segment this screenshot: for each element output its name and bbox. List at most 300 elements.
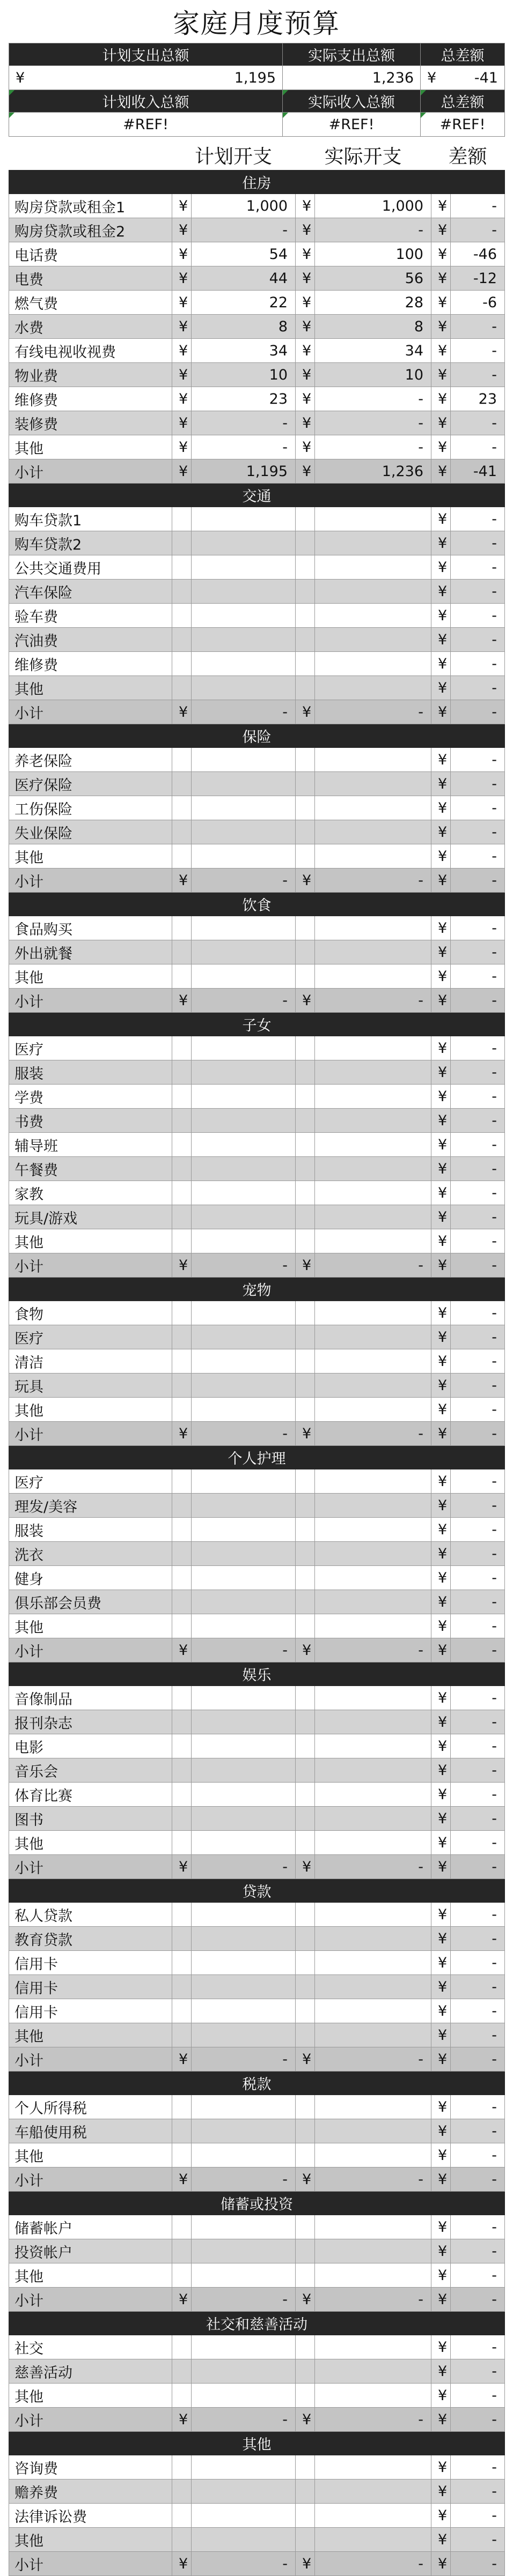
item-label[interactable]: 购房贷款或租金2 — [9, 218, 172, 242]
planned-currency[interactable] — [172, 1758, 192, 1783]
diff-value[interactable]: -6 — [451, 291, 505, 315]
item-label[interactable]: 外出就餐 — [9, 940, 172, 964]
diff-value[interactable]: - — [451, 1325, 505, 1349]
item-label[interactable]: 医疗 — [9, 1036, 172, 1060]
planned-value[interactable] — [192, 1085, 296, 1109]
diff-currency[interactable]: ¥ — [431, 1566, 451, 1590]
subtotal-actual-currency[interactable]: ¥ — [296, 868, 315, 893]
planned-value[interactable]: 8 — [192, 315, 296, 339]
item-label[interactable]: 购车贷款1 — [9, 507, 172, 531]
diff-value[interactable]: - — [451, 2119, 505, 2143]
planned-value[interactable] — [192, 1349, 296, 1374]
subtotal-actual-value[interactable]: - — [315, 2552, 431, 2576]
planned-value[interactable] — [192, 1614, 296, 1638]
actual-currency[interactable] — [296, 2455, 315, 2480]
subtotal-diff-value[interactable]: -41 — [451, 459, 505, 484]
subtotal-actual-currency[interactable]: ¥ — [296, 2552, 315, 2576]
planned-value[interactable]: 44 — [192, 266, 296, 291]
item-label[interactable]: 电话费 — [9, 242, 172, 266]
planned-currency[interactable] — [172, 2023, 192, 2047]
diff-value[interactable]: - — [451, 1999, 505, 2023]
actual-currency[interactable] — [296, 748, 315, 772]
diff-currency[interactable]: ¥ — [431, 2455, 451, 2480]
subtotal-actual-currency[interactable]: ¥ — [296, 459, 315, 484]
planned-currency[interactable] — [172, 2143, 192, 2167]
item-label[interactable]: 信用卡 — [9, 1999, 172, 2023]
actual-value[interactable] — [315, 2504, 431, 2528]
diff-currency[interactable]: ¥ — [431, 1349, 451, 1374]
planned-value[interactable] — [192, 1783, 296, 1807]
actual-currency[interactable] — [296, 1758, 315, 1783]
diff-currency[interactable]: ¥ — [431, 2480, 451, 2504]
actual-currency[interactable] — [296, 1157, 315, 1181]
subtotal-planned-currency[interactable]: ¥ — [172, 2047, 192, 2072]
actual-currency[interactable]: ¥ — [296, 291, 315, 315]
planned-currency[interactable] — [172, 1181, 192, 1205]
planned-currency[interactable] — [172, 1157, 192, 1181]
planned-value[interactable] — [192, 555, 296, 580]
actual-currency[interactable] — [296, 1951, 315, 1975]
planned-currency[interactable] — [172, 2119, 192, 2143]
actual-currency[interactable] — [296, 1494, 315, 1518]
actual-value[interactable]: 10 — [315, 363, 431, 387]
actual-currency[interactable] — [296, 2263, 315, 2288]
planned-value[interactable] — [192, 604, 296, 628]
planned-value[interactable] — [192, 1133, 296, 1157]
actual-value[interactable] — [315, 580, 431, 604]
planned-currency[interactable] — [172, 1325, 192, 1349]
actual-currency[interactable] — [296, 2023, 315, 2047]
item-label[interactable]: 玩具/游戏 — [9, 1205, 172, 1229]
item-label[interactable]: 燃气费 — [9, 291, 172, 315]
diff-value[interactable]: - — [451, 748, 505, 772]
subtotal-actual-currency[interactable]: ¥ — [296, 700, 315, 724]
diff-currency[interactable]: ¥ — [431, 1614, 451, 1638]
diff-value[interactable]: - — [451, 1566, 505, 1590]
planned-currency[interactable] — [172, 748, 192, 772]
subtotal-item-label[interactable]: 小计 — [9, 2167, 172, 2192]
diff-value[interactable]: - — [451, 1157, 505, 1181]
item-label[interactable]: 体育比赛 — [9, 1783, 172, 1807]
item-label[interactable]: 有线电视收视费 — [9, 339, 172, 363]
actual-currency[interactable] — [296, 940, 315, 964]
item-label[interactable]: 午餐费 — [9, 1157, 172, 1181]
planned-value[interactable] — [192, 2359, 296, 2384]
diff-currency[interactable]: ¥ — [431, 1085, 451, 1109]
planned-value[interactable] — [192, 1734, 296, 1758]
planned-currency[interactable]: ¥ — [172, 218, 192, 242]
actual-value[interactable] — [315, 1903, 431, 1927]
planned-value[interactable]: - — [192, 435, 296, 459]
actual-value[interactable]: 56 — [315, 266, 431, 291]
planned-currency[interactable] — [172, 1398, 192, 1422]
item-label[interactable]: 电影 — [9, 1734, 172, 1758]
actual-value[interactable] — [315, 1831, 431, 1855]
item-label[interactable]: 清洁 — [9, 1349, 172, 1374]
diff-value[interactable]: - — [451, 1783, 505, 1807]
diff-currency[interactable]: ¥ — [431, 2119, 451, 2143]
actual-value[interactable] — [315, 1542, 431, 1566]
actual-value[interactable] — [315, 1975, 431, 1999]
diff-currency[interactable]: ¥ — [431, 339, 451, 363]
actual-currency[interactable] — [296, 2480, 315, 2504]
diff-currency[interactable]: ¥ — [431, 580, 451, 604]
actual-value[interactable] — [315, 772, 431, 796]
diff-value[interactable]: - — [451, 1710, 505, 1734]
item-label[interactable]: 汽油费 — [9, 628, 172, 652]
item-label[interactable]: 养老保险 — [9, 748, 172, 772]
planned-currency[interactable] — [172, 604, 192, 628]
actual-value[interactable] — [315, 2384, 431, 2408]
item-label[interactable]: 投资帐户 — [9, 2239, 172, 2263]
actual-currency[interactable]: ¥ — [296, 242, 315, 266]
planned-currency[interactable] — [172, 1060, 192, 1085]
subtotal-planned-value[interactable]: - — [192, 1638, 296, 1662]
diff-value[interactable]: - — [451, 2455, 505, 2480]
actual-value[interactable] — [315, 1734, 431, 1758]
planned-value[interactable]: 1,000 — [192, 194, 296, 218]
subtotal-planned-value[interactable]: - — [192, 700, 296, 724]
diff-value[interactable]: - — [451, 796, 505, 820]
actual-value[interactable] — [315, 2095, 431, 2119]
diff-value[interactable]: - — [451, 628, 505, 652]
subtotal-diff-currency[interactable]: ¥ — [431, 868, 451, 893]
subtotal-diff-currency[interactable]: ¥ — [431, 1253, 451, 1278]
subtotal-actual-value[interactable]: 1,236 — [315, 459, 431, 484]
diff-value[interactable]: - — [451, 820, 505, 844]
actual-value[interactable] — [315, 1807, 431, 1831]
planned-currency[interactable] — [172, 2215, 192, 2239]
diff-value[interactable]: - — [451, 1734, 505, 1758]
subtotal-actual-value[interactable]: - — [315, 1422, 431, 1446]
planned-currency[interactable]: ¥ — [172, 315, 192, 339]
planned-value[interactable] — [192, 1542, 296, 1566]
actual-value[interactable] — [315, 1109, 431, 1133]
actual-currency[interactable] — [296, 1614, 315, 1638]
subtotal-diff-currency[interactable]: ¥ — [431, 2167, 451, 2192]
actual-currency[interactable]: ¥ — [296, 435, 315, 459]
planned-currency[interactable] — [172, 964, 192, 989]
subtotal-actual-currency[interactable]: ¥ — [296, 2167, 315, 2192]
diff-currency[interactable]: ¥ — [431, 1518, 451, 1542]
actual-currency[interactable] — [296, 2359, 315, 2384]
subtotal-item-label[interactable]: 小计 — [9, 868, 172, 893]
planned-value[interactable] — [192, 1758, 296, 1783]
actual-currency[interactable] — [296, 2215, 315, 2239]
planned-currency[interactable]: ¥ — [172, 266, 192, 291]
planned-value[interactable] — [192, 507, 296, 531]
actual-value[interactable]: 28 — [315, 291, 431, 315]
planned-value[interactable] — [192, 2095, 296, 2119]
diff-currency[interactable]: ¥ — [431, 218, 451, 242]
actual-currency[interactable] — [296, 820, 315, 844]
planned-currency[interactable] — [172, 1999, 192, 2023]
item-label[interactable]: 失业保险 — [9, 820, 172, 844]
subtotal-planned-currency[interactable]: ¥ — [172, 700, 192, 724]
diff-currency[interactable]: ¥ — [431, 194, 451, 218]
actual-currency[interactable] — [296, 964, 315, 989]
actual-value[interactable] — [315, 844, 431, 868]
actual-value[interactable] — [315, 2239, 431, 2263]
subtotal-planned-value[interactable]: - — [192, 989, 296, 1013]
diff-currency[interactable]: ¥ — [431, 1975, 451, 1999]
planned-currency[interactable] — [172, 555, 192, 580]
diff-value[interactable]: - — [451, 1374, 505, 1398]
diff-value[interactable]: - — [451, 1133, 505, 1157]
planned-value[interactable] — [192, 1374, 296, 1398]
diff-value[interactable]: - — [451, 1036, 505, 1060]
planned-currency[interactable] — [172, 1109, 192, 1133]
diff-currency[interactable]: ¥ — [431, 2239, 451, 2263]
subtotal-planned-currency[interactable]: ¥ — [172, 2167, 192, 2192]
diff-value[interactable]: - — [451, 772, 505, 796]
actual-value[interactable] — [315, 531, 431, 555]
subtotal-actual-currency[interactable]: ¥ — [296, 1253, 315, 1278]
diff-currency[interactable]: ¥ — [431, 964, 451, 989]
actual-currency[interactable] — [296, 604, 315, 628]
actual-value[interactable] — [315, 676, 431, 700]
planned-value[interactable] — [192, 1469, 296, 1494]
diff-currency[interactable]: ¥ — [431, 1831, 451, 1855]
subtotal-planned-currency[interactable]: ¥ — [172, 2408, 192, 2432]
planned-currency[interactable] — [172, 1783, 192, 1807]
actual-value[interactable]: 8 — [315, 315, 431, 339]
planned-currency[interactable] — [172, 1951, 192, 1975]
diff-value[interactable]: - — [451, 1686, 505, 1710]
planned-currency[interactable] — [172, 1133, 192, 1157]
planned-value[interactable] — [192, 820, 296, 844]
subtotal-actual-value[interactable]: - — [315, 868, 431, 893]
actual-currency[interactable] — [296, 1590, 315, 1614]
diff-currency[interactable]: ¥ — [431, 363, 451, 387]
subtotal-diff-currency[interactable]: ¥ — [431, 1422, 451, 1446]
actual-value[interactable] — [315, 1951, 431, 1975]
actual-currency[interactable] — [296, 1831, 315, 1855]
diff-value[interactable]: - — [451, 1590, 505, 1614]
planned-currency[interactable] — [172, 1085, 192, 1109]
actual-income-value[interactable]: #REF! — [283, 113, 421, 137]
subtotal-planned-value[interactable]: - — [192, 868, 296, 893]
diff-value[interactable]: - — [451, 652, 505, 676]
item-label[interactable]: 医疗保险 — [9, 772, 172, 796]
actual-value[interactable] — [315, 2023, 431, 2047]
diff-value[interactable]: - — [451, 1614, 505, 1638]
actual-currency[interactable] — [296, 1807, 315, 1831]
subtotal-planned-value[interactable]: - — [192, 1253, 296, 1278]
actual-currency[interactable] — [296, 1229, 315, 1253]
diff-currency[interactable]: ¥ — [431, 1542, 451, 1566]
planned-currency[interactable] — [172, 2504, 192, 2528]
diff-currency[interactable]: ¥ — [431, 652, 451, 676]
actual-currency[interactable] — [296, 1374, 315, 1398]
actual-currency[interactable]: ¥ — [296, 387, 315, 411]
subtotal-actual-value[interactable]: - — [315, 2047, 431, 2072]
planned-value[interactable] — [192, 2455, 296, 2480]
subtotal-planned-value[interactable]: - — [192, 1855, 296, 1879]
subtotal-diff-value[interactable]: - — [451, 1855, 505, 1879]
diff-value[interactable]: - — [451, 1927, 505, 1951]
actual-value[interactable]: - — [315, 218, 431, 242]
diff-currency[interactable]: ¥ — [431, 1999, 451, 2023]
diff-currency[interactable]: ¥ — [431, 555, 451, 580]
planned-currency[interactable] — [172, 2384, 192, 2408]
planned-currency[interactable] — [172, 1927, 192, 1951]
diff-currency[interactable]: ¥ — [431, 1807, 451, 1831]
diff-currency[interactable]: ¥ — [431, 1734, 451, 1758]
diff-currency[interactable]: ¥ — [431, 1036, 451, 1060]
actual-currency[interactable] — [296, 1325, 315, 1349]
planned-currency[interactable] — [172, 2095, 192, 2119]
actual-value[interactable] — [315, 1566, 431, 1590]
item-label[interactable]: 书费 — [9, 1109, 172, 1133]
subtotal-diff-currency[interactable]: ¥ — [431, 700, 451, 724]
planned-currency[interactable] — [172, 1734, 192, 1758]
subtotal-planned-value[interactable]: 1,195 — [192, 459, 296, 484]
planned-currency[interactable]: ¥ — [172, 435, 192, 459]
subtotal-actual-currency[interactable]: ¥ — [296, 2047, 315, 2072]
planned-currency[interactable] — [172, 531, 192, 555]
planned-value[interactable] — [192, 1398, 296, 1422]
subtotal-planned-currency[interactable]: ¥ — [172, 989, 192, 1013]
actual-currency[interactable] — [296, 676, 315, 700]
diff-currency[interactable]: ¥ — [431, 1686, 451, 1710]
planned-income-value[interactable]: #REF! — [9, 113, 283, 137]
diff-currency[interactable]: ¥ — [431, 1060, 451, 1085]
item-label[interactable]: 其他 — [9, 2263, 172, 2288]
actual-currency[interactable]: ¥ — [296, 339, 315, 363]
planned-value[interactable] — [192, 628, 296, 652]
diff-currency[interactable]: ¥ — [431, 772, 451, 796]
item-label[interactable]: 学费 — [9, 1085, 172, 1109]
subtotal-actual-value[interactable]: - — [315, 1855, 431, 1879]
diff-value[interactable]: - — [451, 1398, 505, 1422]
actual-currency[interactable] — [296, 628, 315, 652]
diff-currency[interactable]: ¥ — [431, 1494, 451, 1518]
planned-value[interactable] — [192, 1229, 296, 1253]
diff-value[interactable]: - — [451, 2480, 505, 2504]
item-label[interactable]: 信用卡 — [9, 1951, 172, 1975]
diff-currency[interactable]: ¥ — [431, 676, 451, 700]
planned-value[interactable] — [192, 748, 296, 772]
diff-currency[interactable]: ¥ — [431, 604, 451, 628]
planned-currency[interactable] — [172, 1903, 192, 1927]
subtotal-diff-value[interactable]: - — [451, 2167, 505, 2192]
planned-value[interactable] — [192, 1927, 296, 1951]
diff-value[interactable]: - — [451, 1951, 505, 1975]
actual-currency[interactable] — [296, 1903, 315, 1927]
diff-currency[interactable]: ¥ — [431, 1927, 451, 1951]
planned-currency[interactable] — [172, 820, 192, 844]
diff-currency[interactable]: ¥ — [431, 1157, 451, 1181]
actual-currency[interactable] — [296, 507, 315, 531]
subtotal-actual-currency[interactable]: ¥ — [296, 989, 315, 1013]
subtotal-item-label[interactable]: 小计 — [9, 459, 172, 484]
actual-currency[interactable] — [296, 2335, 315, 2359]
subtotal-item-label[interactable]: 小计 — [9, 1253, 172, 1278]
actual-currency[interactable] — [296, 1133, 315, 1157]
diff-value[interactable]: 23 — [451, 387, 505, 411]
item-label[interactable]: 家教 — [9, 1181, 172, 1205]
planned-value[interactable]: 23 — [192, 387, 296, 411]
subtotal-diff-currency[interactable]: ¥ — [431, 1638, 451, 1662]
planned-value[interactable] — [192, 1686, 296, 1710]
actual-currency[interactable] — [296, 1181, 315, 1205]
actual-value[interactable] — [315, 820, 431, 844]
diff-currency[interactable]: ¥ — [431, 844, 451, 868]
planned-currency[interactable]: ¥ — [172, 411, 192, 435]
planned-currency[interactable] — [172, 1229, 192, 1253]
actual-value[interactable] — [315, 1157, 431, 1181]
actual-value[interactable] — [315, 2263, 431, 2288]
item-label[interactable]: 公共交通费用 — [9, 555, 172, 580]
actual-currency[interactable] — [296, 555, 315, 580]
subtotal-diff-currency[interactable]: ¥ — [431, 459, 451, 484]
actual-value[interactable] — [315, 2455, 431, 2480]
diff-value[interactable]: - — [451, 1758, 505, 1783]
planned-value[interactable]: 10 — [192, 363, 296, 387]
diff-value[interactable]: - — [451, 964, 505, 989]
actual-value[interactable]: 34 — [315, 339, 431, 363]
item-label[interactable]: 健身 — [9, 1566, 172, 1590]
planned-value[interactable] — [192, 1710, 296, 1734]
diff-value[interactable]: - — [451, 2528, 505, 2552]
planned-value[interactable] — [192, 1903, 296, 1927]
item-label[interactable]: 音像制品 — [9, 1686, 172, 1710]
planned-value[interactable] — [192, 580, 296, 604]
diff-value[interactable]: - — [451, 580, 505, 604]
planned-expense-cell[interactable] — [9, 66, 283, 90]
item-label[interactable]: 玩具 — [9, 1374, 172, 1398]
diff-value[interactable]: - — [451, 2504, 505, 2528]
item-label[interactable]: 水费 — [9, 315, 172, 339]
subtotal-planned-currency[interactable]: ¥ — [172, 1855, 192, 1879]
planned-value[interactable]: 22 — [192, 291, 296, 315]
actual-currency[interactable] — [296, 796, 315, 820]
diff-currency[interactable]: ¥ — [431, 2215, 451, 2239]
planned-currency[interactable] — [172, 1349, 192, 1374]
planned-currency[interactable] — [172, 1566, 192, 1590]
diff-currency[interactable]: ¥ — [431, 387, 451, 411]
actual-value[interactable] — [315, 2480, 431, 2504]
planned-value[interactable] — [192, 964, 296, 989]
planned-value[interactable] — [192, 1566, 296, 1590]
subtotal-actual-value[interactable]: - — [315, 2167, 431, 2192]
actual-currency[interactable] — [296, 1349, 315, 1374]
actual-value[interactable] — [315, 1374, 431, 1398]
diff-value[interactable]: - — [451, 1469, 505, 1494]
item-label[interactable]: 其他 — [9, 964, 172, 989]
diff-value[interactable]: - — [451, 1229, 505, 1253]
diff-value[interactable]: - — [451, 363, 505, 387]
subtotal-planned-currency[interactable]: ¥ — [172, 1253, 192, 1278]
actual-currency[interactable] — [296, 1109, 315, 1133]
planned-currency[interactable]: ¥ — [172, 194, 192, 218]
diff-value[interactable]: - — [451, 844, 505, 868]
diff-currency[interactable]: ¥ — [431, 1133, 451, 1157]
subtotal-item-label[interactable]: 小计 — [9, 700, 172, 724]
planned-currency[interactable] — [172, 2335, 192, 2359]
planned-value[interactable] — [192, 2335, 296, 2359]
actual-value[interactable] — [315, 1229, 431, 1253]
actual-value[interactable] — [315, 2119, 431, 2143]
actual-value[interactable] — [315, 2359, 431, 2384]
actual-currency[interactable] — [296, 1085, 315, 1109]
subtotal-item-label[interactable]: 小计 — [9, 2552, 172, 2576]
actual-value[interactable] — [315, 2143, 431, 2167]
planned-currency[interactable] — [172, 2528, 192, 2552]
subtotal-item-label[interactable]: 小计 — [9, 1855, 172, 1879]
planned-currency[interactable] — [172, 1494, 192, 1518]
